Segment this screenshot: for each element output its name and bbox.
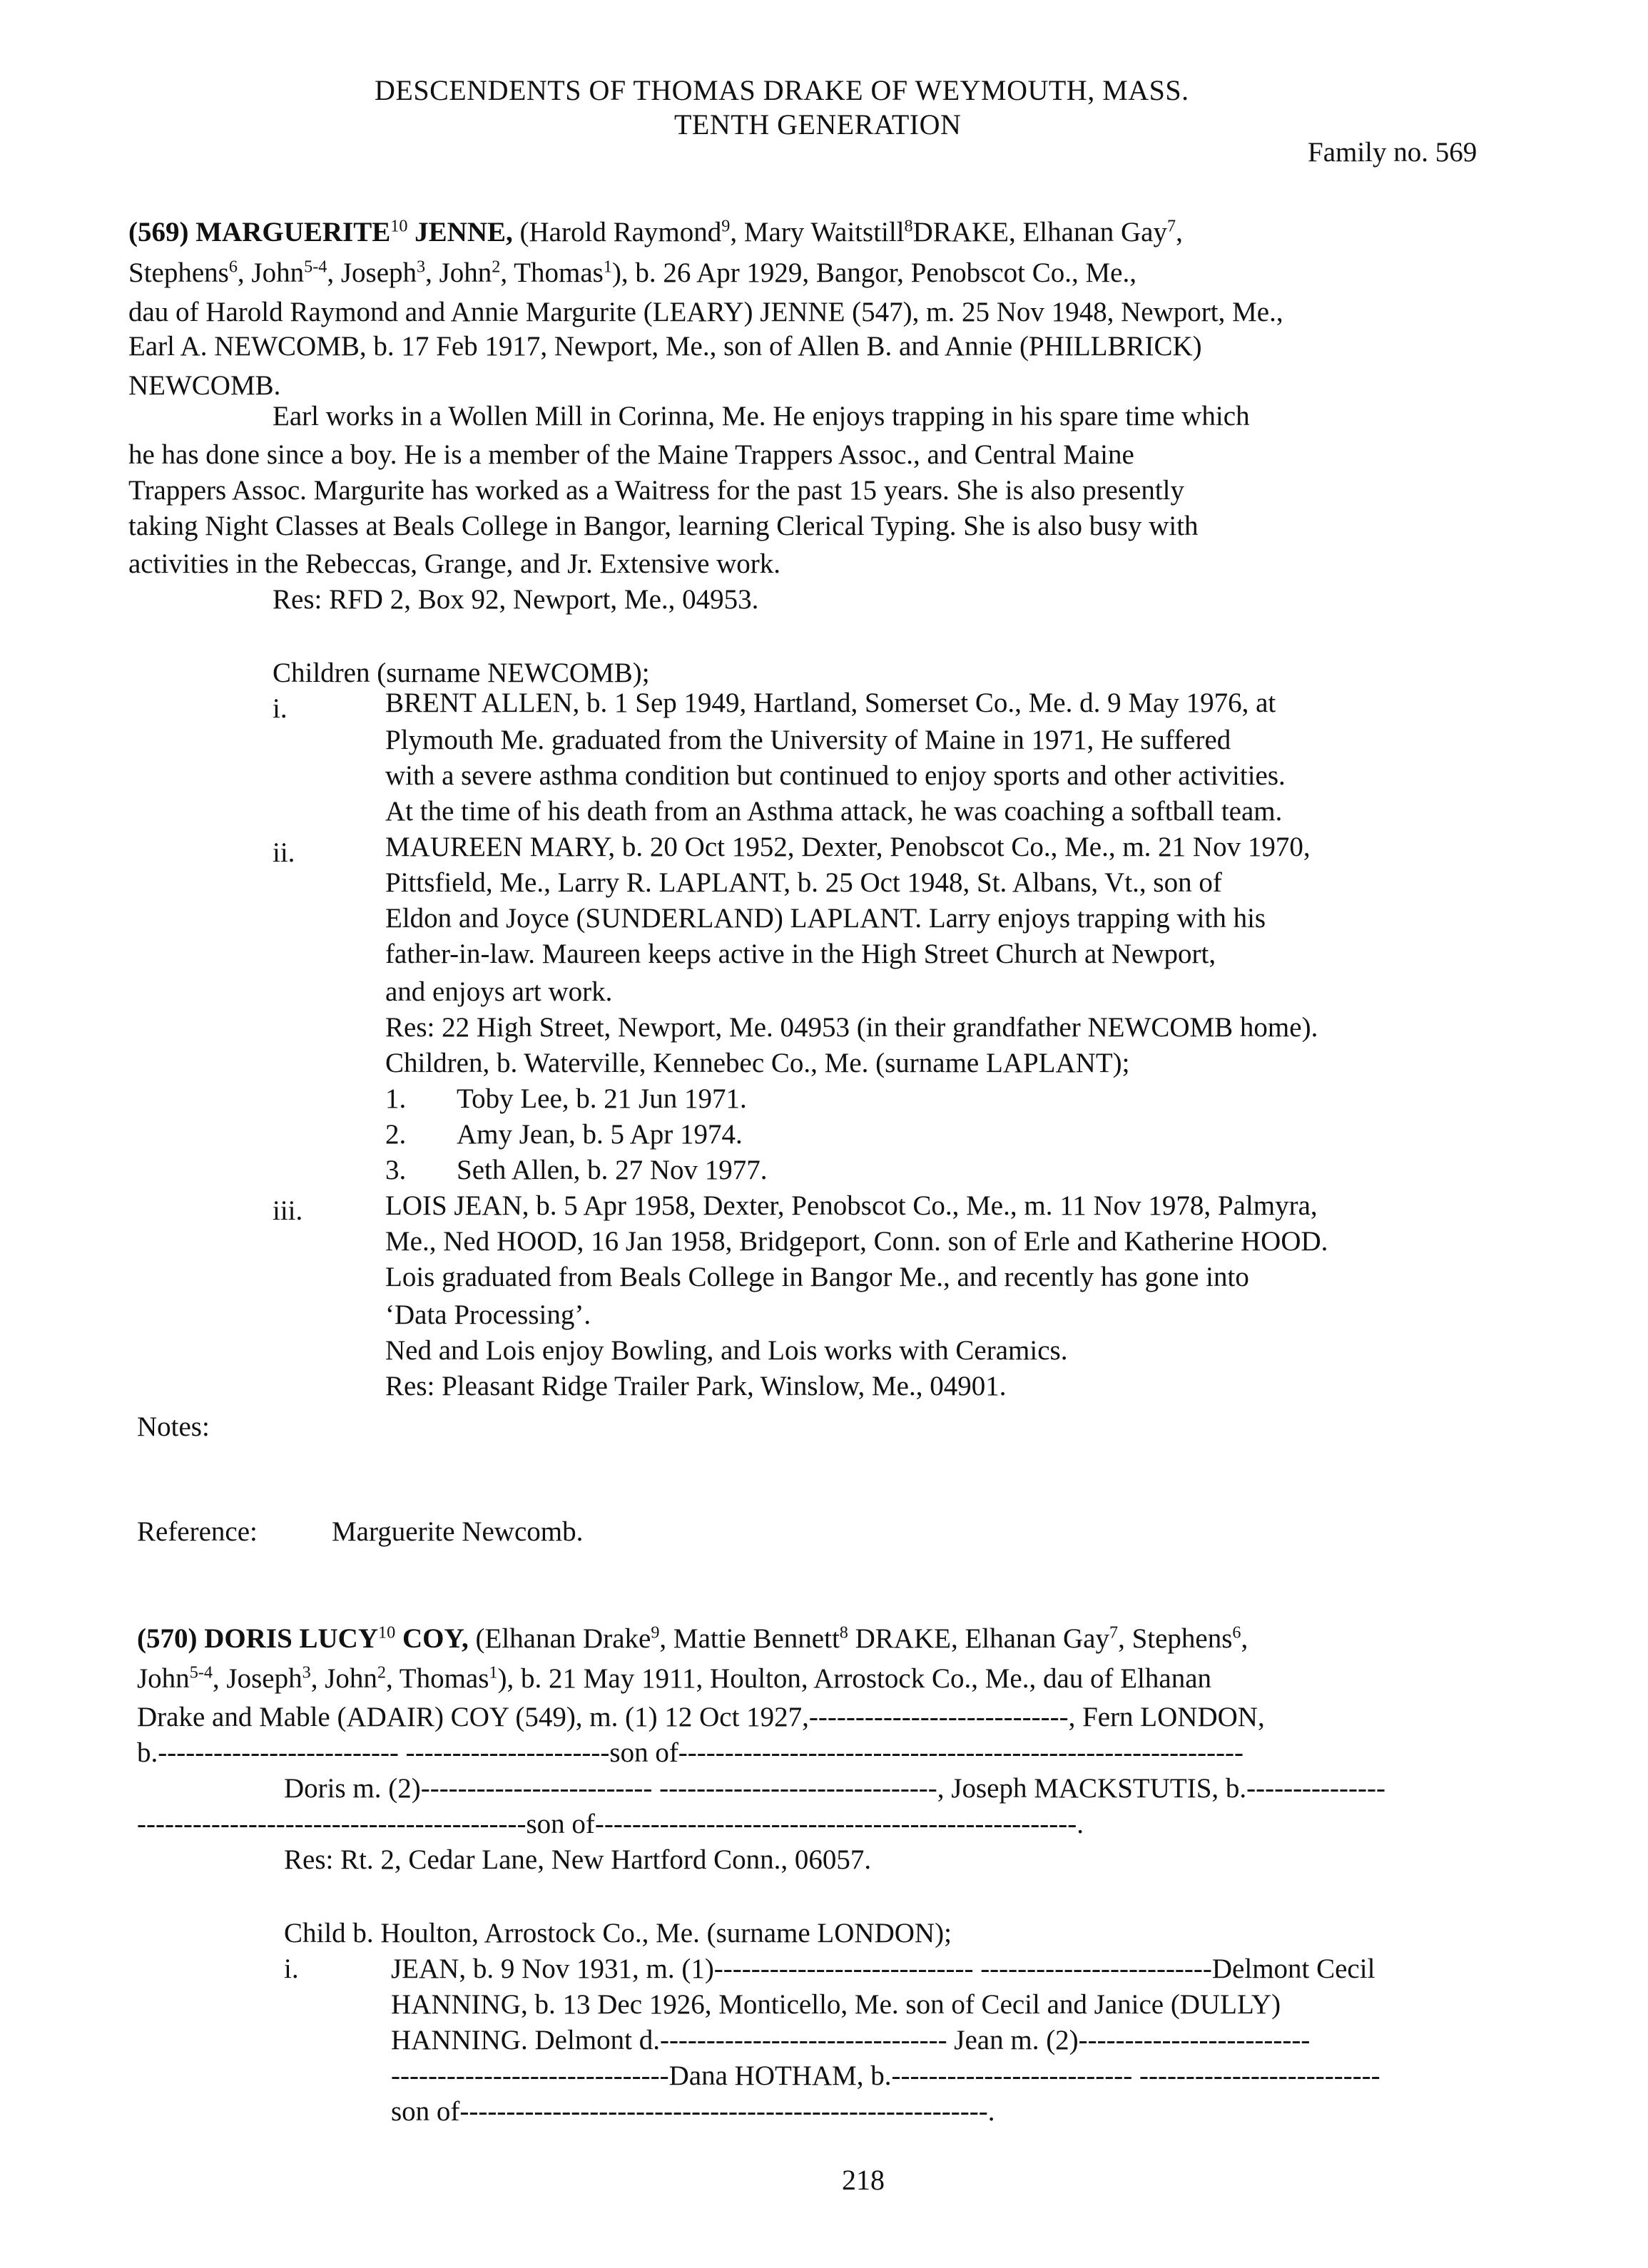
lineage-text: , Joseph [327, 257, 417, 288]
entry-570-line-5: Doris m. (2)------------------------- ------------------------------, Joseph MACKSTUTIS, b.--------------- [284, 1773, 1385, 1804]
child-line: Res: Pleasant Ridge Trailer Park, Winslow, Me., 04901. [385, 1371, 1007, 1401]
generation-sup: 10 [378, 1623, 396, 1643]
generation-sup: 3 [302, 1662, 311, 1682]
generation-sup: 8 [839, 1623, 848, 1643]
grandchild-number: 2. [385, 1119, 407, 1150]
entry-570-line-3: Drake and Mable (ADAIR) COY (549), m. (1) 12 Oct 1927,----------------------------, Fern LONDON, [137, 1702, 1265, 1732]
entry-569-name: (569) MARGUERITE [128, 217, 391, 247]
grandchild-item [385, 1081, 747, 1118]
child-line: JEAN, b. 9 Nov 1931, m. (1)---------------------------- -------------------------Delmont Cecil [391, 1953, 1375, 1984]
generation-sup: 6 [1232, 1623, 1241, 1643]
child-line: Children, b. Waterville, Kennebec Co., Me. (surname LAPLANT); [385, 1048, 1130, 1078]
child-line: MAUREEN MARY, b. 20 Oct 1952, Dexter, Penobscot Co., Me., m. 21 Nov 1970, [385, 832, 1311, 862]
lineage-text: , John [310, 1663, 377, 1694]
child-line: BRENT ALLEN, b. 1 Sep 1949, Hartland, Somerset Co., Me. d. 9 May 1976, at [385, 688, 1276, 718]
lineage-text: ), b. 26 Apr 1929, Bangor, Penobscot Co., Me., [611, 257, 1136, 288]
lineage-text: , Mattie Bennett [659, 1623, 840, 1654]
page-title: DESCENDENTS OF THOMAS DRAKE OF WEYMOUTH, MASS. [375, 74, 1189, 106]
grandchild-text: Amy Jean, b. 5 Apr 1974. [457, 1119, 743, 1150]
lineage-text: , Thomas [385, 1663, 489, 1694]
child-line: ------------------------------Dana HOTHAM, b.-------------------------- -------------------------- [391, 2060, 1380, 2091]
child-line: and enjoys art work. [385, 976, 613, 1007]
child-number: i. [273, 693, 288, 724]
lineage-text: , John [237, 257, 305, 288]
generation-sup: 2 [492, 257, 501, 277]
child-line: Pittsfield, Me., Larry R. LAPLANT, b. 25 Oct 1948, St. Albans, Vt., son of [385, 867, 1222, 898]
child-line: son of---------------------------------------------------------. [391, 2096, 995, 2127]
child-number: i. [284, 1953, 299, 1984]
entry-569-paragraph-line: Trappers Assoc. Margurite has worked as a Waitress for the past 15 years. She is also presently [128, 475, 1185, 506]
family-number: Family no. 569 [1308, 137, 1477, 168]
entry-569-line-5: NEWCOMB. [128, 370, 281, 401]
child-number: ii. [273, 837, 295, 868]
lineage-text: , Joseph [212, 1663, 302, 1694]
entry-569-paragraph-line: taking Night Classes at Beals College in Bangor, learning Clerical Typing. She is also busy with [128, 511, 1199, 541]
child-line: Lois graduated from Beals College in Bangor Me., and recently has gone into [385, 1262, 1249, 1292]
entry-570-line-6: ------------------------------------------son of----------------------------------------------------. [137, 1809, 1084, 1839]
child-line: Res: 22 High Street, Newport, Me. 04953 (in their grandfather NEWCOMB home). [385, 1012, 1318, 1043]
generation-sup: 9 [721, 216, 731, 236]
generation-sup: 2 [377, 1662, 386, 1682]
lineage-text: , [1241, 1623, 1248, 1654]
entry-570-line-4: b.-------------------------- ----------------------son of------------------------------------------------------------- [137, 1737, 1244, 1768]
lineage-text: (Harold Raymond [512, 217, 722, 247]
lineage-text: Stephens [128, 257, 229, 288]
child-line: ‘Data Processing’. [385, 1299, 591, 1330]
generation-sup: 1 [603, 257, 612, 277]
generation-sup: 7 [1109, 1623, 1119, 1643]
entry-569-paragraph-line: he has done since a boy. He is a member of the Maine Trappers Assoc., and Central Maine [128, 439, 1134, 470]
entry-569-line-3: dau of Harold Raymond and Annie Margurite (LEARY) JENNE (547), m. 25 Nov 1948, Newport, Me., [128, 297, 1283, 327]
entry-569-line-4: Earl A. NEWCOMB, b. 17 Feb 1917, Newport, Me., son of Allen B. and Annie (PHILLBRICK) [128, 331, 1202, 362]
child-heading: Child b. Houlton, Arrostock Co., Me. (surname LONDON); [284, 1918, 952, 1948]
children-heading: Children (surname NEWCOMB); [273, 658, 650, 688]
entry-570-line-2 [137, 1660, 1211, 1698]
page-number: 218 [842, 2164, 885, 2196]
grandchild-number: 1. [385, 1083, 407, 1114]
child-line: HANNING, b. 13 Dec 1926, Monticello, Me. son of Cecil and Janice (DULLY) [391, 1989, 1281, 2020]
reference-label: Reference: [137, 1516, 258, 1547]
generation-sup: 5-4 [189, 1662, 213, 1682]
child-line: father-in-law. Maureen keeps active in the High Street Church at Newport, [385, 939, 1216, 969]
grandchild-text: Toby Lee, b. 21 Jun 1971. [457, 1083, 747, 1114]
entry-570-residence: Res: Rt. 2, Cedar Lane, New Hartford Conn., 06057. [284, 1844, 872, 1875]
child-number: iii. [273, 1195, 303, 1226]
generation-sup: 6 [228, 257, 238, 277]
child-line: HANNING. Delmont d.------------------------------- Jean m. (2)------------------------- [391, 2025, 1311, 2055]
generation-sup: 7 [1166, 216, 1176, 236]
lineage-text: John [137, 1663, 190, 1694]
generation-sup: 1 [489, 1662, 498, 1682]
grandchild-item [385, 1116, 743, 1154]
child-line: Me., Ned HOOD, 16 Jan 1958, Bridgeport, Conn. son of Erle and Katherine HOOD. [385, 1226, 1328, 1257]
entry-570-surname: COY, [395, 1623, 469, 1654]
entry-569-line-2 [128, 255, 1136, 292]
lineage-text: DRAKE, Elhanan Gay [848, 1623, 1109, 1654]
child-line: Ned and Lois enjoy Bowling, and Lois works with Ceramics. [385, 1335, 1068, 1366]
generation-sup: 3 [417, 257, 426, 277]
generation-sup: 5-4 [304, 257, 327, 277]
generation-sup: 8 [904, 216, 913, 236]
entry-569-paragraph-line: Earl works in a Wollen Mill in Corinna, Me. He enjoys trapping in his spare time which [273, 401, 1250, 431]
entry-569-paragraph-line: activities in the Rebeccas, Grange, and Jr. Extensive work. [128, 548, 781, 579]
entry-569-surname: JENNE, [407, 217, 513, 247]
generation-sup: 10 [390, 216, 408, 236]
grandchild-text: Seth Allen, b. 27 Nov 1977. [457, 1155, 768, 1185]
entry-569-residence: Res: RFD 2, Box 92, Newport, Me., 04953. [273, 584, 759, 615]
lineage-text: (Elhanan Drake [468, 1623, 651, 1654]
entry-570-line-1 [137, 1620, 1248, 1658]
generation-sup: 9 [651, 1623, 660, 1643]
grandchild-number: 3. [385, 1155, 407, 1185]
page-subtitle: TENTH GENERATION [674, 108, 962, 141]
child-line: LOIS JEAN, b. 5 Apr 1958, Dexter, Penobscot Co., Me., m. 11 Nov 1978, Palmyra, [385, 1190, 1318, 1221]
entry-570-name: (570) DORIS LUCY [137, 1623, 379, 1654]
child-line: Plymouth Me. graduated from the University of Maine in 1971, He suffered [385, 725, 1231, 755]
notes-label: Notes: [137, 1411, 210, 1442]
reference-value: Marguerite Newcomb. [332, 1516, 584, 1547]
lineage-text: , [1176, 217, 1183, 247]
lineage-text: DRAKE, Elhanan Gay [912, 217, 1167, 247]
lineage-text: ), b. 21 May 1911, Houlton, Arrostock Co., Me., dau of Elhanan [497, 1663, 1212, 1694]
child-line: At the time of his death from an Asthma attack, he was coaching a softball team. [385, 796, 1283, 827]
entry-569-line-1 [128, 214, 1183, 252]
lineage-text: , Mary Waitstill [730, 217, 905, 247]
lineage-text: , John [425, 257, 492, 288]
child-line: with a severe asthma condition but continued to enjoy sports and other activities. [385, 760, 1286, 791]
child-line: Eldon and Joyce (SUNDERLAND) LAPLANT. Larry enjoys trapping with his [385, 903, 1266, 934]
lineage-text: , Stephens [1118, 1623, 1233, 1654]
lineage-text: , Thomas [500, 257, 604, 288]
grandchild-item [385, 1152, 768, 1190]
